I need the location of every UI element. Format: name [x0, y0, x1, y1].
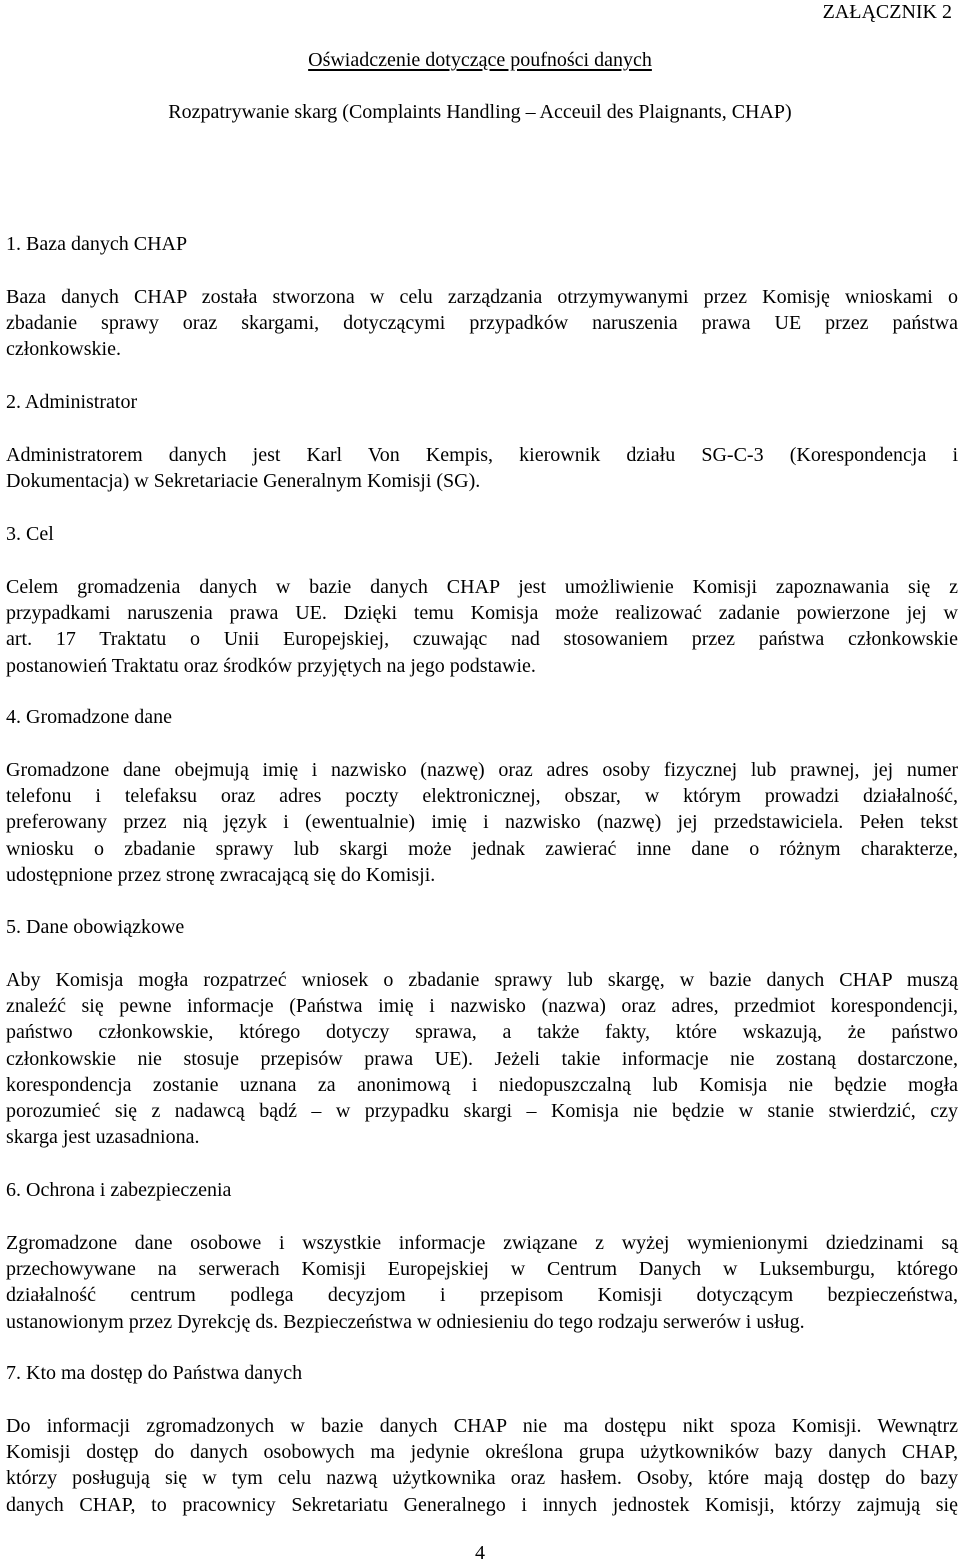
section-paragraph	[6, 757, 958, 888]
section-3	[6, 522, 958, 679]
page-number: 4	[475, 1542, 485, 1564]
paragraph-line: Dokumentacja) w Sekretariacie Generalnym Komisji (SG).	[6, 470, 481, 493]
section-heading: 5. Dane obowiązkowe	[6, 916, 185, 938]
paragraph-line: państwo członkowskie, którego dotyczy sprawa, a także fakty, które wskazują, że państwo	[6, 1021, 958, 1044]
annex-label: ZAŁĄCZNIK 2	[822, 1, 952, 23]
paragraph-line: działalność centrum podlega decyzjom i przepisom Komisji dotyczącym bezpieczeństwa,	[6, 1284, 958, 1307]
paragraph-line: zbadanie sprawy oraz skargami, dotyczącymi przypadków naruszenia prawa UE przez państwa	[6, 312, 958, 335]
document-subtitle: Rozpatrywanie skarg (Complaints Handling – Acceuil des Plaignants, CHAP)	[168, 101, 792, 123]
paragraph-line: Do informacji zgromadzonych w bazie danych CHAP nie ma dostępu nikt spoza Komisji. Wewnątrz	[6, 1415, 958, 1437]
section-paragraph	[6, 574, 958, 679]
paragraph-line: Administratorem danych jest Karl Von Kempis, kierownik działu SG-C-3 (Korespondencja i	[6, 444, 958, 466]
paragraph-line: Gromadzone dane obejmują imię i nazwisko (nazwę) oraz adres osoby fizycznej lub prawnej, jej numer	[6, 759, 958, 781]
section-paragraph	[6, 284, 958, 363]
section-paragraph	[6, 442, 958, 494]
section-paragraph	[6, 967, 958, 1150]
paragraph-line: udostępnione przez stronę zwracającą się do Komisji.	[6, 863, 436, 886]
paragraph-line: którzy posługują się w tym celu nazwą użytkownika oraz hasłem. Osoby, które mają dostęp do bazy	[6, 1467, 958, 1490]
paragraph-line: znaleźć się pewne informacje (Państwa imię i nazwisko (nazwa) oraz adres, przedmiot korespondencji,	[6, 995, 958, 1018]
section-heading: 4. Gromadzone dane	[6, 706, 173, 728]
paragraph-line: skarga jest uzasadniona.	[6, 1126, 200, 1149]
section-heading: 7. Kto ma dostęp do Państwa danych	[6, 1362, 303, 1384]
paragraph-line: wniosku o zbadanie sprawy lub skargi może jednak zawierać inne dane o różnym charakterze,	[6, 837, 958, 860]
paragraph-line: Aby Komisja mogła rozpatrzeć wniosek o zbadanie sprawy lub skargę, w bazie danych CHAP muszą	[6, 969, 958, 991]
paragraph-line: danych CHAP, to pracownicy Sekretariatu Generalnego i innych jednostek Komisji, którzy zajmują się	[6, 1493, 958, 1516]
section-paragraph	[6, 1413, 958, 1518]
section-7	[6, 1361, 958, 1518]
paragraph-line: Zgromadzone dane osobowe i wszystkie informacje związane z wyżej wymienionymi dziedzinami są	[6, 1232, 958, 1254]
paragraph-line: członkowskie.	[6, 338, 121, 361]
paragraph-line: Komisji dostęp do danych osobowych ma jedynie określona grupa użytkowników bazy danych CHAP,	[6, 1441, 958, 1464]
paragraph-line: Celem gromadzenia danych w bazie danych CHAP jest umożliwienie Komisji zapoznawania się z	[6, 576, 958, 598]
paragraph-line: Baza danych CHAP została stworzona w celu zarządzania otrzymywanymi przez Komisję wnioskami o	[6, 286, 958, 308]
paragraph-line: ustanowionym przez Dyrekcję ds. Bezpieczeństwa w odniesieniu do tego rodzaju serwerów i usług.	[6, 1310, 805, 1333]
section-2	[6, 390, 958, 494]
section-4	[6, 705, 958, 888]
section-1	[6, 232, 958, 363]
section-6	[6, 1178, 958, 1335]
paragraph-line: preferowany przez nią język i (ewentualnie) imię i nazwisko (nazwę) jej przedstawiciela. Pełen tekst	[6, 811, 958, 834]
paragraph-line: postanowień Traktatu oraz środków przyjętych na jego podstawie.	[6, 654, 536, 677]
paragraph-line: art. 17 Traktatu o Unii Europejskiej, czuwając nad stosowaniem przez państwa członkowskie	[6, 628, 958, 651]
section-heading: 2. Administrator	[6, 391, 138, 413]
paragraph-line: porozumieć się z nadawcą bądź – w przypadku skargi – Komisja nie będzie w stanie stwierdzić, czy	[6, 1100, 958, 1123]
paragraph-line: telefonu i telefaksu oraz adres poczty elektronicznej, obszar, w którym prowadzi działalność,	[6, 785, 958, 808]
paragraph-line: przechowywane na serwerach Komisji Europejskiej w Centrum Danych w Luksemburgu, którego	[6, 1258, 958, 1281]
section-5	[6, 915, 958, 1150]
paragraph-line: przypadkami naruszenia prawa UE. Dzięki temu Komisja może realizować zadanie powierzone jej w	[6, 602, 958, 625]
section-paragraph	[6, 1230, 958, 1335]
section-heading: 6. Ochrona i zabezpieczenia	[6, 1179, 232, 1201]
section-heading: 3. Cel	[6, 523, 54, 545]
document-title: Oświadczenie dotyczące poufności danych	[308, 49, 652, 71]
paragraph-line: członkowskie nie stosuje przepisów prawa UE). Jeżeli takie informacje nie zostaną dostarczone,	[6, 1047, 958, 1070]
section-heading: 1. Baza danych CHAP	[6, 233, 188, 255]
paragraph-line: korespondencja zostanie uznana za anonimową i niedopuszczalną lub Komisja nie będzie mogła	[6, 1073, 958, 1096]
